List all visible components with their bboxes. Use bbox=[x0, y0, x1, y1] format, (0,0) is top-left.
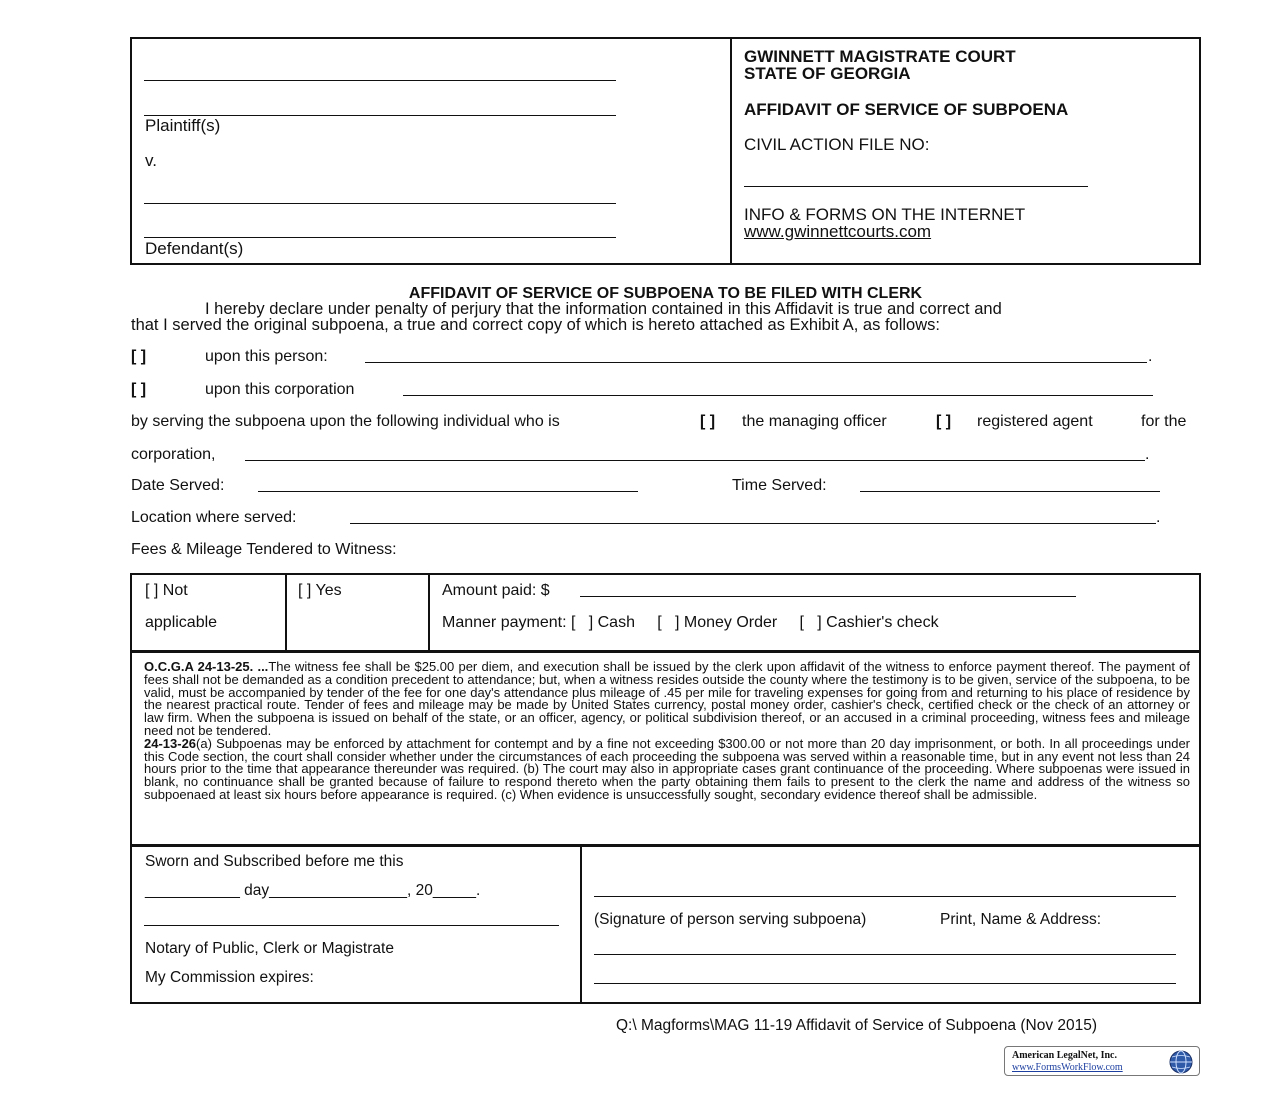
notary-label: Notary of Public, Clerk or Magistrate bbox=[145, 940, 394, 957]
print-name-label: Print, Name & Address: bbox=[940, 911, 1102, 928]
website-link[interactable]: www.gwinnettcourts.com bbox=[744, 222, 932, 241]
law-text-1: The witness fee shall be $25.00 per diem, and execution shall be issued by the clerk upon affidavit of the witness to enforce payment thereof. The payment of fees shall not be demanded as a condition precedent to attendance; but, when a witness resides outside the county where the testimony is to be given, service of the subpoena, to be valid, must be accompanied by tender of the fee for one day's attendance plus mileage of .45 per mile for traveling expenses for going from and returning to his place of residence by the nearest practical route. Tender of fees and mileage may be made by United States currency, postal money order, cashier's check, certified check or the check of an attorney or law firm. When the subpoena is issued on behalf of the state, or an officer, agency, or political subdivision thereof, or an accused in a criminal proceeding, witness fees and mileage need not be tendered. bbox=[144, 659, 1191, 738]
serving-text: by serving the subpoena upon the following individual who is bbox=[131, 413, 560, 430]
person-period: . bbox=[1148, 348, 1153, 365]
law-text bbox=[144, 661, 1190, 802]
managing-officer-checkbox[interactable]: [ ] bbox=[700, 413, 716, 430]
commission-label: My Commission expires: bbox=[145, 969, 314, 986]
form-id: Q:\ Magforms\MAG 11-19 Affidavit of Service of Subpoena (Nov 2015) bbox=[616, 1017, 1098, 1034]
caption-box bbox=[130, 37, 1201, 265]
defendant-line-1[interactable] bbox=[144, 203, 616, 204]
location-label: Location where served: bbox=[131, 509, 297, 526]
affidavit-heading: AFFIDAVIT OF SERVICE OF SUBPOENA TO BE FILED WITH CLERK bbox=[408, 285, 923, 302]
corporation-line[interactable] bbox=[403, 395, 1153, 396]
person-label: upon this person: bbox=[205, 348, 328, 365]
corporation-period: . bbox=[1145, 446, 1150, 463]
server-signature-line[interactable] bbox=[594, 896, 1176, 897]
date-served-line[interactable] bbox=[258, 491, 638, 492]
fees-label: Fees & Mileage Tendered to Witness: bbox=[131, 541, 397, 558]
file-no-line[interactable] bbox=[744, 186, 1088, 187]
court-state: STATE OF GEORGIA bbox=[744, 64, 911, 83]
intro-line-1: I hereby declare under penalty of perjury that the information contained in this Affidavit is true and correct and bbox=[205, 300, 1002, 318]
logo-company: American LegalNet, Inc. bbox=[1012, 1050, 1117, 1061]
manner-payment[interactable]: Manner payment: [ ] Cash [ ] Money Order [ ] Cashier's check bbox=[442, 614, 939, 631]
law-cite-2: 24-13-26 bbox=[144, 735, 197, 751]
person-checkbox[interactable]: [ ] bbox=[131, 348, 147, 365]
yes-option[interactable]: [ ] Yes bbox=[298, 582, 342, 599]
defendant-line-2[interactable] bbox=[144, 237, 616, 238]
court-name: GWINNETT MAGISTRATE COURT bbox=[744, 47, 1016, 66]
location-line[interactable] bbox=[350, 523, 1156, 524]
server-signature-label: (Signature of person serving subpoena) bbox=[594, 911, 867, 928]
sworn-text: Sworn and Subscribed before me this bbox=[145, 853, 404, 870]
server-address-line-1[interactable] bbox=[594, 954, 1176, 955]
corporation-individual-line[interactable] bbox=[245, 460, 1145, 461]
sworn-day-line[interactable]: ___________ day________________, 20_____. bbox=[145, 882, 481, 899]
notary-signature-line[interactable] bbox=[144, 925, 559, 926]
law-cite-1: O.C.G.A 24-13-25. ... bbox=[144, 659, 269, 674]
amount-paid-label: Amount paid: $ bbox=[442, 582, 550, 599]
info-label: INFO & FORMS ON THE INTERNET bbox=[744, 205, 1026, 224]
fees-divider-1 bbox=[285, 573, 287, 652]
not-applicable-option[interactable]: [ ] Not bbox=[145, 582, 188, 599]
signature-divider bbox=[580, 845, 582, 1004]
corporation-checkbox[interactable]: [ ] bbox=[131, 381, 147, 398]
globe-icon bbox=[1168, 1049, 1194, 1075]
for-the-label: for the bbox=[1141, 413, 1187, 430]
time-served-line[interactable] bbox=[860, 491, 1160, 492]
fees-table bbox=[130, 573, 1201, 652]
registered-agent-label: registered agent bbox=[977, 413, 1093, 430]
caption-divider bbox=[730, 37, 732, 265]
managing-officer-label: the managing officer bbox=[742, 413, 887, 430]
date-served-label: Date Served: bbox=[131, 477, 225, 494]
corporation-label: upon this corporation bbox=[205, 381, 355, 398]
not-applicable-option-cont: applicable bbox=[145, 614, 218, 631]
logo-url[interactable]: www.FormsWorkFlow.com bbox=[1012, 1062, 1123, 1073]
file-no-label: CIVIL ACTION FILE NO: bbox=[744, 135, 930, 154]
time-served-label: Time Served: bbox=[732, 477, 827, 494]
corporation-label-2: corporation, bbox=[131, 446, 216, 463]
fees-divider-2 bbox=[428, 573, 430, 652]
location-period: . bbox=[1156, 509, 1161, 526]
defendant-label: Defendant(s) bbox=[145, 239, 244, 258]
versus-label: v. bbox=[145, 151, 157, 170]
plaintiff-label: Plaintiff(s) bbox=[145, 116, 221, 135]
person-line[interactable] bbox=[365, 362, 1147, 363]
law-text-2: (a) Subpoenas may be enforced by attachment for contempt and by a fine not exceeding $300.00 or not more than 20 day imprisonment, or both. In all proceedings under this Code section, the court shall consider whether under the circumstances of each proceeding the subpoena was served within a reasonable time, but in any event not less than 24 hours prior to the time that appearance thereunder was required. (b) The court may also in appropriate cases grant continuance of the proceeding. Where subpoenas were issued in blank, no continuance shall be granted because of failure to respond thereto when the party obtaining them fails to present to the clerk the name and address of the witness so subpoenaed at least six hours before appearance is required. (c) When evidence is unsuccessfully sought, secondary evidence thereof shall be admissible. bbox=[144, 735, 1190, 802]
intro-line-2: that I served the original subpoena, a true and correct copy of which is hereto attached as Exhibit A, as follows: bbox=[131, 316, 940, 334]
plaintiff-line-1[interactable] bbox=[144, 80, 616, 81]
registered-agent-checkbox[interactable]: [ ] bbox=[936, 413, 952, 430]
server-address-line-2[interactable] bbox=[594, 983, 1176, 984]
amount-paid-line[interactable] bbox=[580, 596, 1076, 597]
legalnet-logo[interactable] bbox=[1004, 1046, 1200, 1076]
form-title: AFFIDAVIT OF SERVICE OF SUBPOENA bbox=[744, 100, 1069, 119]
